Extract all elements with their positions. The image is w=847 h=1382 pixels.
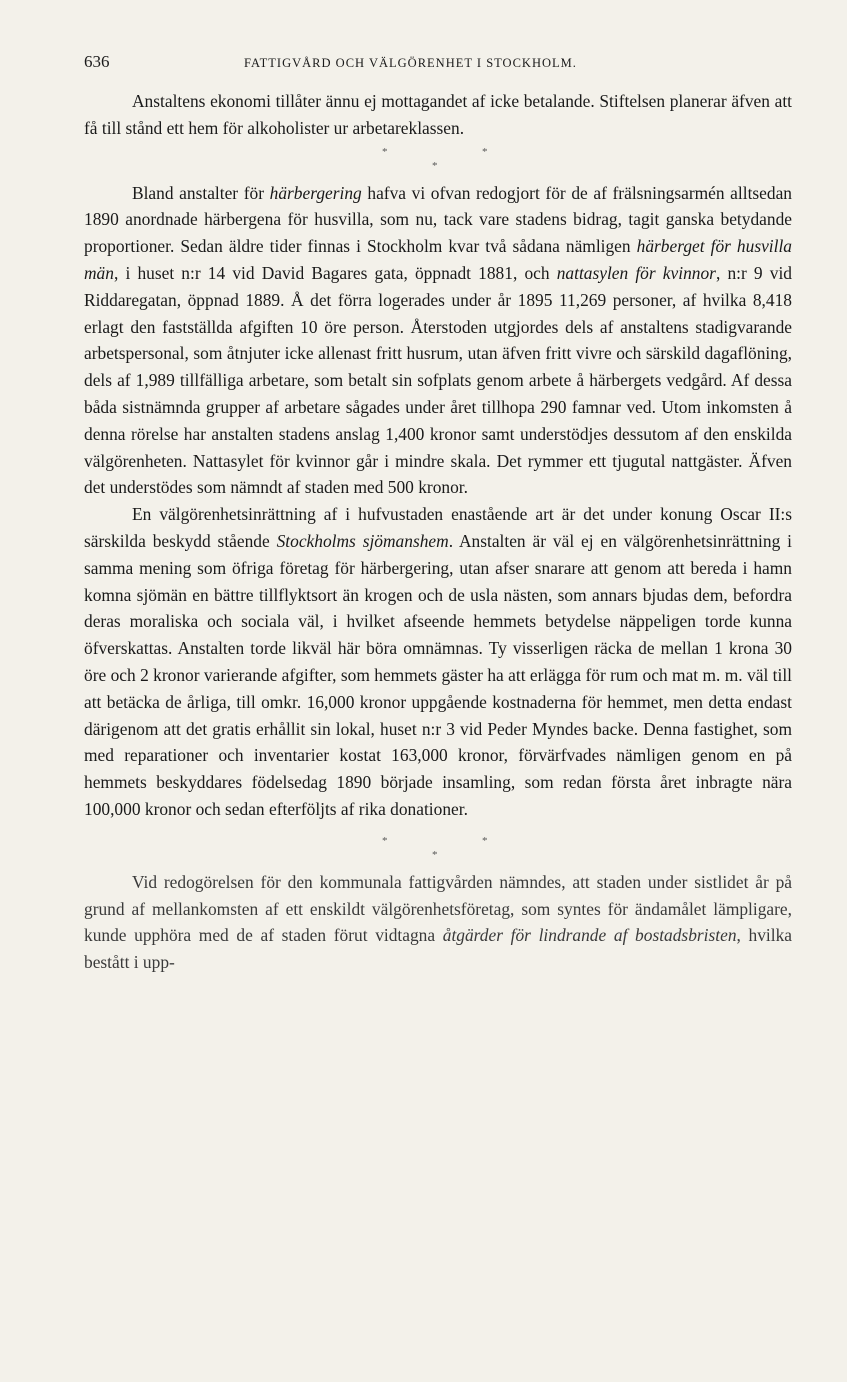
asterisk: *: [432, 848, 438, 861]
text-run: , n:r 9 vid Riddaregatan, öppnad 1889. Å det förra logerades under år 1895 11,269 personer, af hvilka 8,418 erlagt den fastställda afgiften 10 öre person. Återstoden utgjordes dels af anstaltens stadigvarande arbetspersonal, som åtnjuter icke allenast fritt husrum, utan äfven fritt vivre och särskild dagaflöning, dels af 1,989 tillfälliga arbetare, som betalt sin sofplats genom arbete å härbergets vedgård. Af dessa båda sistnämnda grupper af arbetare sågades under året tillhopa 290 famnar ved. Utom inkomsten å denna rörelse har anstalten stadens anslag 1,400 kronor samt understödjes dessutom af den enskilda välgörenheten. Nattasylet för kvinnor går i mindre skala. Det rymmer ett tjugutal nattgäster. Äfven det understödes som nämndt af staden med 500 kronor.: [84, 262, 792, 498]
asterisk: *: [382, 145, 388, 158]
asterisk: *: [382, 834, 388, 847]
italic-term: härbergering: [269, 182, 362, 203]
italic-term: Stockholms sjömanshem: [276, 530, 449, 551]
italic-term: nattasylen för kvinnor: [556, 262, 716, 283]
asterisk: *: [482, 834, 488, 847]
running-title: FATTIGVÅRD OCH VÄLGÖRENHET I STOCKHOLM.: [244, 56, 577, 70]
italic-term: härberget för husvilla män: [84, 236, 793, 283]
text-run: Vid redogörelsen för den kommunala fattigvården nämndes, att staden under sistlidet år på grund af mellankomsten af ett enskildt välgörenhetsföretag, som syntes för ändamålet lämpligare, kunde upphöra med de af staden förut vidtagna: [84, 871, 792, 946]
asterisk: *: [482, 145, 488, 158]
section-divider-1: [84, 142, 792, 180]
text-run: En välgörenhetsinrättning af i hufvustaden enastående art är det under konung Oscar II:s särskilda beskydd stående: [84, 504, 792, 551]
text-run: . Anstalten är väl ej en välgörenhetsinrättning i samma mening som öfriga företag för härbergering, utan afser snarare att genom att bereda i hamn komna sjömän en bättre tillflyktsort än krogen och de usla nästen, som annars bjudas dem, befordra deras moraliska och sociala väl, i hvilket afseende hemmets betydelse näppeligen torde kunna öfverskattas. Anstalten torde likväl här böra omnämnas. Ty visserligen räcka de mellan 1 krona 30 öre och 2 kronor varierande afgifter, som hemmets gäster ha att erlägga för rum och mat m. m. väl till att betäcka de årliga, till omkr. 16,000 kronor uppgående kostnaderna för hemmet, men detta endast därigenom att det gratis erhållit sin lokal, huset n:r 3 vid Peder Myndes backe. Denna fastighet, som med reparationer och inventarier kostat 163,000 kronor, förvärfvades nämligen genom en på hemmets beskyddares födelsedag 1890 började insamling, som redan första året inbragte nära 100,000 kronor och sedan efterföljts af rika donationer.: [84, 530, 792, 819]
page-number: 636: [84, 52, 110, 71]
paragraph-4: [84, 869, 792, 976]
page-header: [84, 52, 792, 78]
document-page: [84, 52, 792, 976]
text-run: hafva vi ofvan redogjort för de af frälsningsarmén alltsedan 1890 anordnade härbergena för husvilla, som nu, tack vare stadens bidrag, tagit ganska betydande proportioner. Sedan äldre tider finnas i Stockholm kvar två sådana nämligen: [84, 182, 792, 257]
paragraph-3: [84, 501, 792, 823]
asterisk: *: [432, 159, 438, 172]
italic-term: åtgärder för lindrande af bostadsbristen: [442, 925, 737, 946]
section-divider-2: [84, 831, 792, 869]
text-run: , hvilka bestått i upp-: [84, 925, 792, 973]
paragraph-2: [84, 180, 792, 502]
text-run: Bland anstalter för: [132, 182, 270, 203]
text-run: , i huset n:r 14 vid David Bagares gata, öppnadt 1881, och: [113, 262, 557, 283]
paragraph-1: Anstaltens ekonomi tillåter ännu ej mottagandet af icke betalande. Stiftelsen planerar äfven att få till stånd ett hem för alkoholister ur arbetareklassen.: [84, 91, 792, 138]
